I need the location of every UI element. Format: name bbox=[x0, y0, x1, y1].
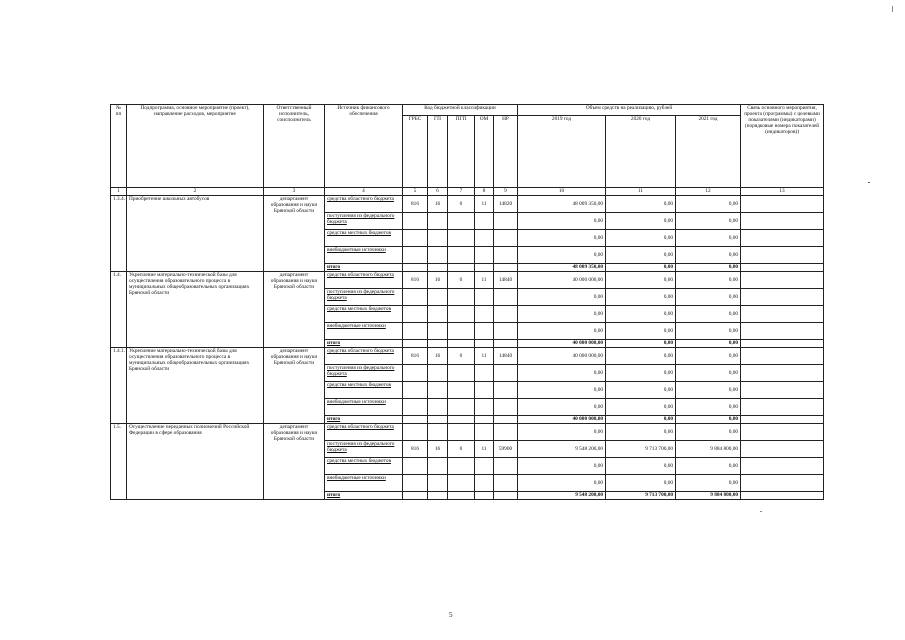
code-pgp bbox=[448, 382, 475, 399]
amount-2019: 40 000 000,00 bbox=[518, 348, 606, 365]
header-responsible: Ответственный исполнитель, соисполнитель bbox=[264, 105, 325, 188]
amount-2021: 0,00 bbox=[676, 196, 741, 213]
item-name: Укрепление материально-технической базы для осуществления образовательного процесса в муниципальных общеобразовательных организациях Брянской области bbox=[127, 348, 264, 424]
indicator-link-cell bbox=[741, 424, 824, 441]
code-empty bbox=[403, 416, 428, 424]
item-responsible: департамент образования и науки Брянской области bbox=[264, 272, 325, 348]
indicator-link-cell bbox=[741, 306, 824, 323]
header-np: НР bbox=[494, 116, 518, 188]
total-2021: 9 884 800,00 bbox=[676, 492, 741, 500]
total-2019: 40 000 000,00 bbox=[518, 416, 606, 424]
total-2019: 9 548 200,00 bbox=[518, 492, 606, 500]
code-om bbox=[475, 247, 494, 264]
amount-2021: 0,00 bbox=[676, 348, 741, 365]
amount-2021: 0,00 bbox=[676, 399, 741, 416]
indicator-link-cell bbox=[741, 213, 824, 230]
amount-2019: 0,00 bbox=[518, 323, 606, 340]
amount-2019: 0,00 bbox=[518, 213, 606, 230]
code-np bbox=[494, 399, 518, 416]
code-gp bbox=[428, 289, 448, 306]
table-row bbox=[111, 196, 824, 213]
column-number: 9 bbox=[494, 188, 518, 196]
amount-2019: 0,00 bbox=[518, 230, 606, 247]
indicator-link-cell bbox=[741, 247, 824, 264]
total-2020: 0,00 bbox=[606, 416, 676, 424]
total-label: итого bbox=[325, 340, 403, 348]
funding-source: средства местных бюджетов bbox=[325, 458, 403, 475]
code-empty bbox=[428, 264, 448, 272]
code-np: 59900 bbox=[494, 441, 518, 458]
total-2021: 0,00 bbox=[676, 416, 741, 424]
header-program: Подпрограмма, основное мероприятие (проект), направление расходов, мероприятие bbox=[127, 105, 264, 188]
code-pgp bbox=[448, 475, 475, 492]
column-number: 2 bbox=[127, 188, 264, 196]
code-np bbox=[494, 323, 518, 340]
code-om: 11 bbox=[475, 441, 494, 458]
funding-source: внебюджетные источники bbox=[325, 399, 403, 416]
amount-2020: 0,00 bbox=[606, 272, 676, 289]
indicator-link-cell bbox=[741, 289, 824, 306]
code-empty bbox=[448, 492, 475, 500]
code-pgp: 0 bbox=[448, 441, 475, 458]
code-gp bbox=[428, 399, 448, 416]
total-label: итого bbox=[325, 264, 403, 272]
code-grbs bbox=[403, 424, 428, 441]
code-grbs bbox=[403, 306, 428, 323]
header-gp: ГП bbox=[428, 116, 448, 188]
code-empty bbox=[494, 340, 518, 348]
amount-2021: 0,00 bbox=[676, 213, 741, 230]
column-numbers-row bbox=[111, 188, 824, 196]
column-number: 1 bbox=[111, 188, 127, 196]
code-empty bbox=[428, 492, 448, 500]
code-empty bbox=[448, 340, 475, 348]
budget-table bbox=[110, 104, 824, 500]
amount-2019: 48 009 350,00 bbox=[518, 196, 606, 213]
amount-2020: 0,00 bbox=[606, 475, 676, 492]
code-empty bbox=[448, 264, 475, 272]
amount-2020: 0,00 bbox=[606, 399, 676, 416]
header-2019: 2019 год bbox=[518, 116, 606, 188]
table-row bbox=[111, 348, 824, 365]
item-responsible: департамент образования и науки Брянской области bbox=[264, 196, 325, 272]
code-pgp: 0 bbox=[448, 348, 475, 365]
indicator-link-cell bbox=[741, 196, 824, 213]
total-2020: 9 713 700,00 bbox=[606, 492, 676, 500]
code-grbs bbox=[403, 458, 428, 475]
code-pgp bbox=[448, 399, 475, 416]
amount-2019: 0,00 bbox=[518, 399, 606, 416]
amount-2020: 0,00 bbox=[606, 424, 676, 441]
code-empty bbox=[475, 340, 494, 348]
code-empty bbox=[428, 340, 448, 348]
page-number: 5 bbox=[449, 611, 453, 619]
code-gp bbox=[428, 382, 448, 399]
total-2020: 0,00 bbox=[606, 340, 676, 348]
code-grbs bbox=[403, 213, 428, 230]
code-grbs bbox=[403, 365, 428, 382]
amount-2021: 0,00 bbox=[676, 306, 741, 323]
item-number: 1.4. bbox=[111, 272, 127, 348]
header-indicators-link: Связь основного мероприятия, проекта (программы) с целевыми показателями (индикаторами) (порядковые номера показателей (индикаторов)) bbox=[741, 105, 824, 188]
item-name: Осуществление переданных полномочий Российской Федерации в сфере образования bbox=[127, 424, 264, 500]
code-pgp bbox=[448, 289, 475, 306]
funding-source: внебюджетные источники bbox=[325, 323, 403, 340]
code-grbs bbox=[403, 323, 428, 340]
header-2021: 2021 год bbox=[676, 116, 741, 188]
code-pgp bbox=[448, 365, 475, 382]
amount-2020: 0,00 bbox=[606, 365, 676, 382]
indicator-link-cell bbox=[741, 492, 824, 500]
code-gp: 16 bbox=[428, 348, 448, 365]
indicator-link-cell bbox=[741, 340, 824, 348]
amount-2019: 0,00 bbox=[518, 424, 606, 441]
code-om: 11 bbox=[475, 196, 494, 213]
code-np bbox=[494, 247, 518, 264]
funding-source: внебюджетные источники bbox=[325, 475, 403, 492]
code-om bbox=[475, 306, 494, 323]
table-row bbox=[111, 272, 824, 289]
code-gp bbox=[428, 230, 448, 247]
code-pgp bbox=[448, 247, 475, 264]
column-number: 12 bbox=[676, 188, 741, 196]
amount-2021: 0,00 bbox=[676, 247, 741, 264]
code-np: 14840 bbox=[494, 348, 518, 365]
code-empty bbox=[428, 416, 448, 424]
indicator-link-cell bbox=[741, 416, 824, 424]
header-num: № пп bbox=[111, 105, 127, 188]
funding-source: поступления из федерального бюджета bbox=[325, 441, 403, 458]
amount-2020: 0,00 bbox=[606, 348, 676, 365]
indicator-link-cell bbox=[741, 475, 824, 492]
header-volume: Объем средств на реализацию, рублей bbox=[518, 105, 741, 116]
code-np bbox=[494, 213, 518, 230]
total-label: итого bbox=[325, 492, 403, 500]
code-np: 14840 bbox=[494, 272, 518, 289]
item-number: 1.3.4. bbox=[111, 196, 127, 272]
code-gp bbox=[428, 247, 448, 264]
indicator-link-cell bbox=[741, 441, 824, 458]
indicator-link-cell bbox=[741, 272, 824, 289]
code-gp bbox=[428, 323, 448, 340]
amount-2021: 0,00 bbox=[676, 424, 741, 441]
amount-2020: 9 713 700,00 bbox=[606, 441, 676, 458]
amount-2020: 0,00 bbox=[606, 382, 676, 399]
code-np bbox=[494, 382, 518, 399]
total-2019: 48 009 350,00 bbox=[518, 264, 606, 272]
code-grbs bbox=[403, 382, 428, 399]
code-empty bbox=[475, 492, 494, 500]
code-pgp bbox=[448, 458, 475, 475]
code-om: 11 bbox=[475, 272, 494, 289]
code-pgp bbox=[448, 323, 475, 340]
total-2021: 0,00 bbox=[676, 340, 741, 348]
amount-2020: 0,00 bbox=[606, 306, 676, 323]
indicator-link-cell bbox=[741, 230, 824, 247]
header-source: Источник финансового обеспечения bbox=[325, 105, 403, 188]
amount-2021: 0,00 bbox=[676, 458, 741, 475]
funding-source: поступления из федерального бюджета bbox=[325, 365, 403, 382]
funding-source: средства областного бюджета bbox=[325, 272, 403, 289]
code-om bbox=[475, 365, 494, 382]
amount-2021: 0,00 bbox=[676, 230, 741, 247]
code-gp bbox=[428, 213, 448, 230]
code-np bbox=[494, 306, 518, 323]
column-number: 5 bbox=[403, 188, 428, 196]
code-grbs bbox=[403, 399, 428, 416]
item-name: Укрепление материально-технической базы для осуществления образовательного процесса в муниципальных общеобразовательных организациях Брянской области bbox=[127, 272, 264, 348]
code-np bbox=[494, 365, 518, 382]
amount-2021: 0,00 bbox=[676, 272, 741, 289]
column-number: 8 bbox=[475, 188, 494, 196]
column-number: 3 bbox=[264, 188, 325, 196]
amount-2019: 0,00 bbox=[518, 382, 606, 399]
indicator-link-cell bbox=[741, 458, 824, 475]
total-2020: 0,00 bbox=[606, 264, 676, 272]
header-om: ОМ bbox=[475, 116, 494, 188]
code-grbs bbox=[403, 230, 428, 247]
code-grbs bbox=[403, 475, 428, 492]
code-grbs: 816 bbox=[403, 196, 428, 213]
code-om bbox=[475, 382, 494, 399]
code-om bbox=[475, 230, 494, 247]
budget-table-sheet bbox=[110, 104, 823, 500]
column-number: 13 bbox=[741, 188, 824, 196]
funding-source: средства местных бюджетов bbox=[325, 382, 403, 399]
scan-mark-bottom bbox=[760, 511, 762, 512]
amount-2019: 40 000 000,00 bbox=[518, 272, 606, 289]
code-empty bbox=[494, 492, 518, 500]
code-pgp bbox=[448, 230, 475, 247]
amount-2019: 0,00 bbox=[518, 247, 606, 264]
header-2020: 2020 год bbox=[606, 116, 676, 188]
code-grbs bbox=[403, 289, 428, 306]
amount-2019: 0,00 bbox=[518, 289, 606, 306]
code-gp: 16 bbox=[428, 441, 448, 458]
amount-2019: 0,00 bbox=[518, 458, 606, 475]
indicator-link-cell bbox=[741, 264, 824, 272]
code-pgp: 0 bbox=[448, 196, 475, 213]
column-number: 11 bbox=[606, 188, 676, 196]
total-2021: 0,00 bbox=[676, 264, 741, 272]
funding-source: средства местных бюджетов bbox=[325, 230, 403, 247]
item-name: Приобретение школьных автобусов bbox=[127, 196, 264, 272]
code-empty bbox=[403, 264, 428, 272]
code-np bbox=[494, 475, 518, 492]
code-gp bbox=[428, 475, 448, 492]
code-om bbox=[475, 213, 494, 230]
amount-2019: 9 548 200,00 bbox=[518, 441, 606, 458]
code-om bbox=[475, 323, 494, 340]
table-row bbox=[111, 424, 824, 441]
amount-2020: 0,00 bbox=[606, 247, 676, 264]
column-number: 4 bbox=[325, 188, 403, 196]
amount-2020: 0,00 bbox=[606, 323, 676, 340]
amount-2021: 9 884 800,00 bbox=[676, 441, 741, 458]
code-empty bbox=[475, 264, 494, 272]
amount-2021: 0,00 bbox=[676, 382, 741, 399]
code-pgp: 0 bbox=[448, 272, 475, 289]
code-gp bbox=[428, 458, 448, 475]
item-number: 1.4.1. bbox=[111, 348, 127, 424]
scan-mark-right bbox=[868, 182, 870, 183]
code-empty bbox=[475, 416, 494, 424]
amount-2020: 0,00 bbox=[606, 458, 676, 475]
code-gp bbox=[428, 424, 448, 441]
code-empty bbox=[448, 416, 475, 424]
indicator-link-cell bbox=[741, 323, 824, 340]
amount-2019: 0,00 bbox=[518, 365, 606, 382]
code-gp: 16 bbox=[428, 196, 448, 213]
code-om bbox=[475, 424, 494, 441]
amount-2021: 0,00 bbox=[676, 365, 741, 382]
code-om: 11 bbox=[475, 348, 494, 365]
code-pgp bbox=[448, 213, 475, 230]
header-grbs: ГРБС bbox=[403, 116, 428, 188]
code-pgp bbox=[448, 424, 475, 441]
amount-2021: 0,00 bbox=[676, 475, 741, 492]
code-gp bbox=[428, 365, 448, 382]
amount-2021: 0,00 bbox=[676, 289, 741, 306]
amount-2021: 0,00 bbox=[676, 323, 741, 340]
code-np: 14820 bbox=[494, 196, 518, 213]
code-np bbox=[494, 458, 518, 475]
code-grbs: 816 bbox=[403, 272, 428, 289]
amount-2020: 0,00 bbox=[606, 196, 676, 213]
amount-2020: 0,00 bbox=[606, 213, 676, 230]
funding-source: поступления из федерального бюджета bbox=[325, 289, 403, 306]
amount-2020: 0,00 bbox=[606, 230, 676, 247]
code-grbs: 816 bbox=[403, 348, 428, 365]
funding-source: средства областного бюджета bbox=[325, 424, 403, 441]
table-body bbox=[111, 196, 824, 500]
scan-mark-top bbox=[892, 6, 893, 12]
code-empty bbox=[403, 492, 428, 500]
code-om bbox=[475, 458, 494, 475]
funding-source: внебюджетные источники bbox=[325, 247, 403, 264]
funding-source: поступления из федерального бюджета bbox=[325, 213, 403, 230]
header-kbk: Код бюджетной классификации bbox=[403, 105, 518, 116]
code-om bbox=[475, 399, 494, 416]
code-empty bbox=[494, 264, 518, 272]
total-label: итого bbox=[325, 416, 403, 424]
amount-2019: 0,00 bbox=[518, 475, 606, 492]
code-pgp bbox=[448, 306, 475, 323]
column-number: 6 bbox=[428, 188, 448, 196]
code-np bbox=[494, 289, 518, 306]
code-om bbox=[475, 475, 494, 492]
code-grbs: 816 bbox=[403, 441, 428, 458]
amount-2020: 0,00 bbox=[606, 289, 676, 306]
indicator-link-cell bbox=[741, 399, 824, 416]
column-number: 7 bbox=[448, 188, 475, 196]
code-np bbox=[494, 424, 518, 441]
code-grbs bbox=[403, 247, 428, 264]
column-number: 10 bbox=[518, 188, 606, 196]
indicator-link-cell bbox=[741, 348, 824, 365]
code-empty bbox=[494, 416, 518, 424]
code-empty bbox=[403, 340, 428, 348]
total-2019: 40 000 000,00 bbox=[518, 340, 606, 348]
item-responsible: департамент образования и науки Брянской области bbox=[264, 424, 325, 500]
item-number: 1.5. bbox=[111, 424, 127, 500]
code-om bbox=[475, 289, 494, 306]
amount-2019: 0,00 bbox=[518, 306, 606, 323]
indicator-link-cell bbox=[741, 365, 824, 382]
funding-source: средства областного бюджета bbox=[325, 196, 403, 213]
indicator-link-cell bbox=[741, 382, 824, 399]
code-gp bbox=[428, 306, 448, 323]
header-pgp: ПГП bbox=[448, 116, 475, 188]
code-gp: 16 bbox=[428, 272, 448, 289]
funding-source: средства местных бюджетов bbox=[325, 306, 403, 323]
item-responsible: департамент образования и науки Брянской области bbox=[264, 348, 325, 424]
funding-source: средства областного бюджета bbox=[325, 348, 403, 365]
code-np bbox=[494, 230, 518, 247]
